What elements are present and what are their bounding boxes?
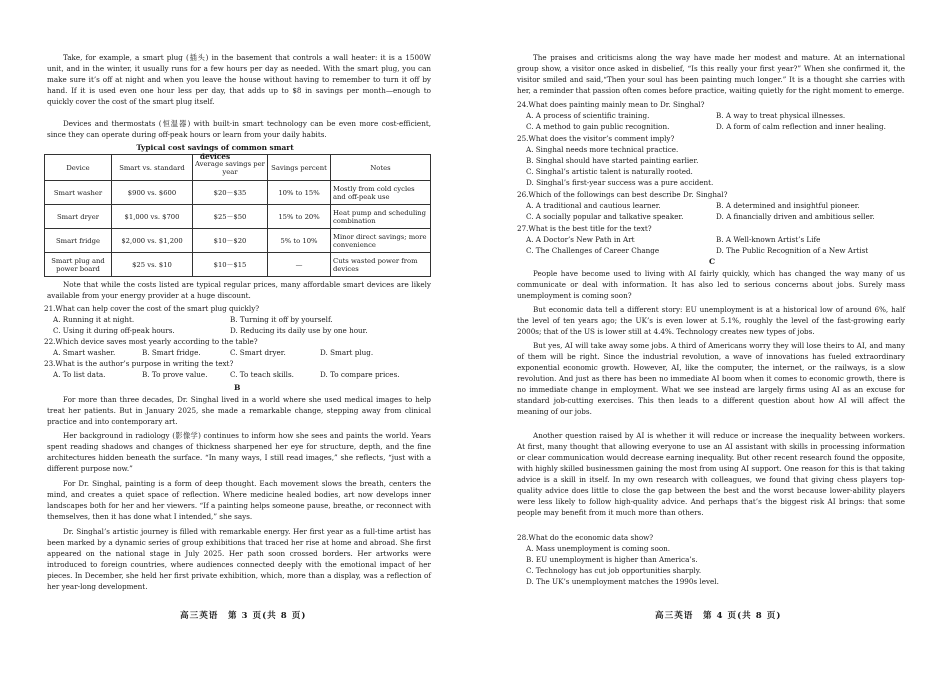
table-note: Note that while the costs listed are typical regular prices, many affordable smart devices are likely available from your energy provider at a huge discount.: [47, 280, 431, 300]
table-cell: Smart washer: [45, 181, 112, 205]
table-cell: Smart dryer: [45, 205, 112, 229]
table-cell: $25 vs. $10: [112, 253, 193, 277]
q24-option-a[interactable]: A. A process of scientific training.: [526, 111, 650, 120]
q23-option-c[interactable]: C. To teach skills.: [230, 370, 294, 379]
question-21: 21.What can help cover the cost of the smart plug quickly?: [44, 304, 260, 313]
text-a-paragraph-2: Devices and thermostats (恒温器) with built-in smart technology can be even more cost-efficient, since they can operate during off-peak hours or learn from your daily habits.: [47, 119, 431, 139]
q26-option-c[interactable]: C. A socially popular and talkative speaker.: [526, 212, 684, 221]
table-header: Notes: [331, 155, 431, 181]
q28-option-c[interactable]: C. Technology has cut job opportunities sharply.: [526, 566, 702, 575]
q24-option-c[interactable]: C. A method to gain public recognition.: [526, 122, 670, 131]
text-c-paragraph-2: But economic data tell a different story: EU unemployment is at a historical low of around 6%, half the level of ten years ago; the UK’s is even lower at 5.1%, roughly the level of the fast-growing early 2000s; that of the US is lower still at 4.4%. Technology creates new types of jobs.: [517, 305, 905, 336]
question-24: 24.What does painting mainly mean to Dr. Singhal?: [517, 100, 705, 109]
question-26: 26.Which of the followings can best describe Dr. Singhal?: [517, 190, 728, 199]
q27-option-b[interactable]: B. A Well-known Artist’s Life: [716, 235, 821, 244]
section-b-heading: B: [234, 383, 241, 392]
text-b-paragraph-3: For Dr. Singhal, painting is a form of deep thought. Each movement slows the breath, centers the mind, and creates a quiet space of reflection. Where medicine healed bodies, art now develops inner landscapes both for her and her viewers. “If a painting helps someone pause, breathe, or reconnect with themselves, then it has done what I intended,” she says.: [47, 479, 431, 521]
table-cell: 10% to 15%: [268, 181, 331, 205]
table-title: Typical cost savings of common smart devices: [136, 143, 294, 161]
table-cell: Heat pump and scheduling combination: [331, 205, 431, 229]
q25-option-b[interactable]: B. Singhal should have started painting earlier.: [526, 156, 699, 165]
table-header-row: [45, 155, 431, 181]
q27-option-d[interactable]: D. The Public Recognition of a New Artist: [716, 246, 869, 255]
q23-option-b[interactable]: B. To prove value.: [142, 370, 208, 379]
q22-option-a[interactable]: A. Smart washer.: [53, 348, 116, 357]
q28-option-b[interactable]: B. EU unemployment is higher than America’s.: [526, 555, 698, 564]
q25-option-a[interactable]: A. Singhal needs more technical practice.: [526, 145, 679, 154]
q23-option-d[interactable]: D. To compare prices.: [320, 370, 400, 379]
question-27: 27.What is the best title for the text?: [517, 224, 652, 233]
page-footer: 高三英语 第 4 页(共 8 页): [655, 611, 782, 621]
q27-option-a[interactable]: A. A Doctor’s New Path in Art: [526, 235, 635, 244]
table-row: [45, 253, 431, 277]
text-c-paragraph-1: People have become used to living with AI fairly quickly, which has changed the way many of us communicate or deal with information. It has also led to serious concerns about jobs. Surely mass unemployment is coming soon?: [517, 269, 905, 300]
text-b-paragraph-4: Dr. Singhal’s artistic journey is filled with remarkable energy. Her first year as a full-time artist has been marked by a dynamic series of group exhibitions that traced her rise at home and abroad. She first appeared on the national stage in July 2025. Her path soon crossed borders. Her artworks were introduced to foreign countries, where audiences connected deeply with the emotional impact of her pieces. In December, she held her first private exhibition, which, more than a display, was a reflection of her year-long development.: [47, 527, 431, 591]
q24-option-d[interactable]: D. A form of calm reflection and inner healing.: [716, 122, 886, 131]
q22-option-c[interactable]: C. Smart dryer.: [230, 348, 286, 357]
table-cell: Minor direct savings; more convenience: [331, 229, 431, 253]
q21-option-a[interactable]: A. Running it at night.: [53, 315, 135, 324]
table-row: [45, 205, 431, 229]
section-c-heading: C: [709, 257, 716, 266]
table-header: Smart vs. standard: [112, 155, 193, 181]
q25-option-c[interactable]: C. Singhal’s artistic talent is naturally rooted.: [526, 167, 693, 176]
q21-option-c[interactable]: C. Using it during off-peak hours.: [53, 326, 175, 335]
page-footer: 高三英语 第 3 页(共 8 页): [180, 611, 307, 621]
q24-option-b[interactable]: B. A way to treat physical illnesses.: [716, 111, 846, 120]
table-cell: —: [268, 253, 331, 277]
question-22: 22.Which device saves most yearly according to the table?: [44, 337, 258, 346]
table-cell: $25－$50: [193, 205, 268, 229]
q28-option-a[interactable]: A. Mass unemployment is coming soon.: [526, 544, 671, 553]
table-cell: Cuts wasted power from devices: [331, 253, 431, 277]
text-b-paragraph-1: For more than three decades, Dr. Singhal lived in a world where she used medical images to help treat her patients. But in January 2025, she made a remarkable change, stepping away from clinical practice and into contemporary art.: [47, 395, 431, 426]
q25-option-d[interactable]: D. Singhal’s first-year success was a pure accident.: [526, 178, 714, 187]
text-a-paragraph-1: Take, for example, a smart plug (插头) in the basement that controls a wall heater: it is a 1500W unit, and in the winter, it usually runs for a few hours per day as needed. With the smart plug, you can make sure it’s off at night and when you leave the house without having to remember to turn it off by hand. If it is used even one hour less per day, that adds up to $8 in savings per month—enough to quickly cover the cost of the smart plug itself.: [47, 53, 431, 106]
q27-option-c[interactable]: C. The Challenges of Career Change: [526, 246, 660, 255]
table-cell: $10－$15: [193, 253, 268, 277]
table-cell: Mostly from cold cycles and off-peak use: [331, 181, 431, 205]
table-row: [45, 229, 431, 253]
q26-option-a[interactable]: A. A traditional and cautious learner.: [526, 201, 661, 210]
right-page: [475, 0, 950, 673]
table-row: [45, 181, 431, 205]
q22-option-b[interactable]: B. Smart fridge.: [142, 348, 201, 357]
text-c-paragraph-4: Another question raised by AI is whether it will reduce or increase the inequality between workers. At first, many thought that allowing everyone to use an AI assistant with skills in processing information or clear communication would decrease earning inequality. But other recent research found the opposite, with highly skilled businessmen gaining the most from using AI support. One reason for this is that taking advice is a skill in itself. In my own research with colleagues, we found that giving chess players top-quality advice does little to close the gap between the best and the worst because lower-ability players were less likely to follow high-quality advice. And perhaps that’s the biggest risk AI brings: that some people may benefit from it much more than others.: [517, 431, 905, 517]
q22-option-d[interactable]: D. Smart plug.: [320, 348, 374, 357]
question-25: 25.What does the visitor’s comment imply?: [517, 134, 675, 143]
q28-option-d[interactable]: D. The UK’s unemployment matches the 1990s level.: [526, 577, 719, 586]
q23-option-a[interactable]: A. To list data.: [53, 370, 106, 379]
table-cell: $20－$35: [193, 181, 268, 205]
table-cell: $10－$20: [193, 229, 268, 253]
question-28: 28.What do the economic data show?: [517, 533, 654, 542]
table-header: Savings percent: [268, 155, 331, 181]
table-cell: Smart plug and power board: [45, 253, 112, 277]
q21-option-d[interactable]: D. Reducing its daily use by one hour.: [230, 326, 368, 335]
cost-savings-table: [44, 154, 431, 277]
table-cell: $2,000 vs. $1,200: [112, 229, 193, 253]
text-b-paragraph-2: Her background in radiology (影像学) continues to inform how she sees and paints the world. Years spent reading shadows and changes of thickness sharpened her eye for structure, depth, and the fine architectures hidden beneath the surface. “In many ways, I still read images,” she reflects, “just with a different purpose now.”: [47, 431, 431, 473]
q26-option-b[interactable]: B. A determined and insightful pioneer.: [716, 201, 860, 210]
table-cell: 5% to 10%: [268, 229, 331, 253]
table-header: Device: [45, 155, 112, 181]
q21-option-b[interactable]: B. Turning it off by yourself.: [230, 315, 333, 324]
table-cell: $900 vs. $600: [112, 181, 193, 205]
question-23: 23.What is the author’s purpose in writing the text?: [44, 359, 234, 368]
table-cell: Smart fridge: [45, 229, 112, 253]
table-cell: $1,000 vs. $700: [112, 205, 193, 229]
table-cell: 15% to 20%: [268, 205, 331, 229]
table-header: Average savings per year: [193, 155, 268, 181]
text-c-paragraph-3: But yes, AI will take away some jobs. A third of Americans worry they will lose theirs to AI, and many of them will be right. Since the industrial revolution, a wave of innovations has fueled extraordinary exponential economic growth. However, AI, like the computer, the internet, or the railways, is a slow revolution. And just as there has been no immediate AI boom when it comes to economic growth, there is no immediate change in employment. What we see instead are largely firms using AI as an excuse for standard job-cutting exercises. This then leads to a different question about how AI will affect the meaning of our jobs.: [517, 341, 905, 416]
q26-option-d[interactable]: D. A financially driven and ambitious seller.: [716, 212, 875, 221]
text-b-paragraph-5: The praises and criticisms along the way have made her modest and mature. At an international group show, a visitor once asked in disbelief, “Is this really your first year?” When she confirmed it, the visitor smiled and said,“Then your soul has been painting much longer.” It is a thought she carries with her, a reminder that passion often comes before practice, waiting quietly for the right moment to emerge.: [517, 53, 905, 95]
